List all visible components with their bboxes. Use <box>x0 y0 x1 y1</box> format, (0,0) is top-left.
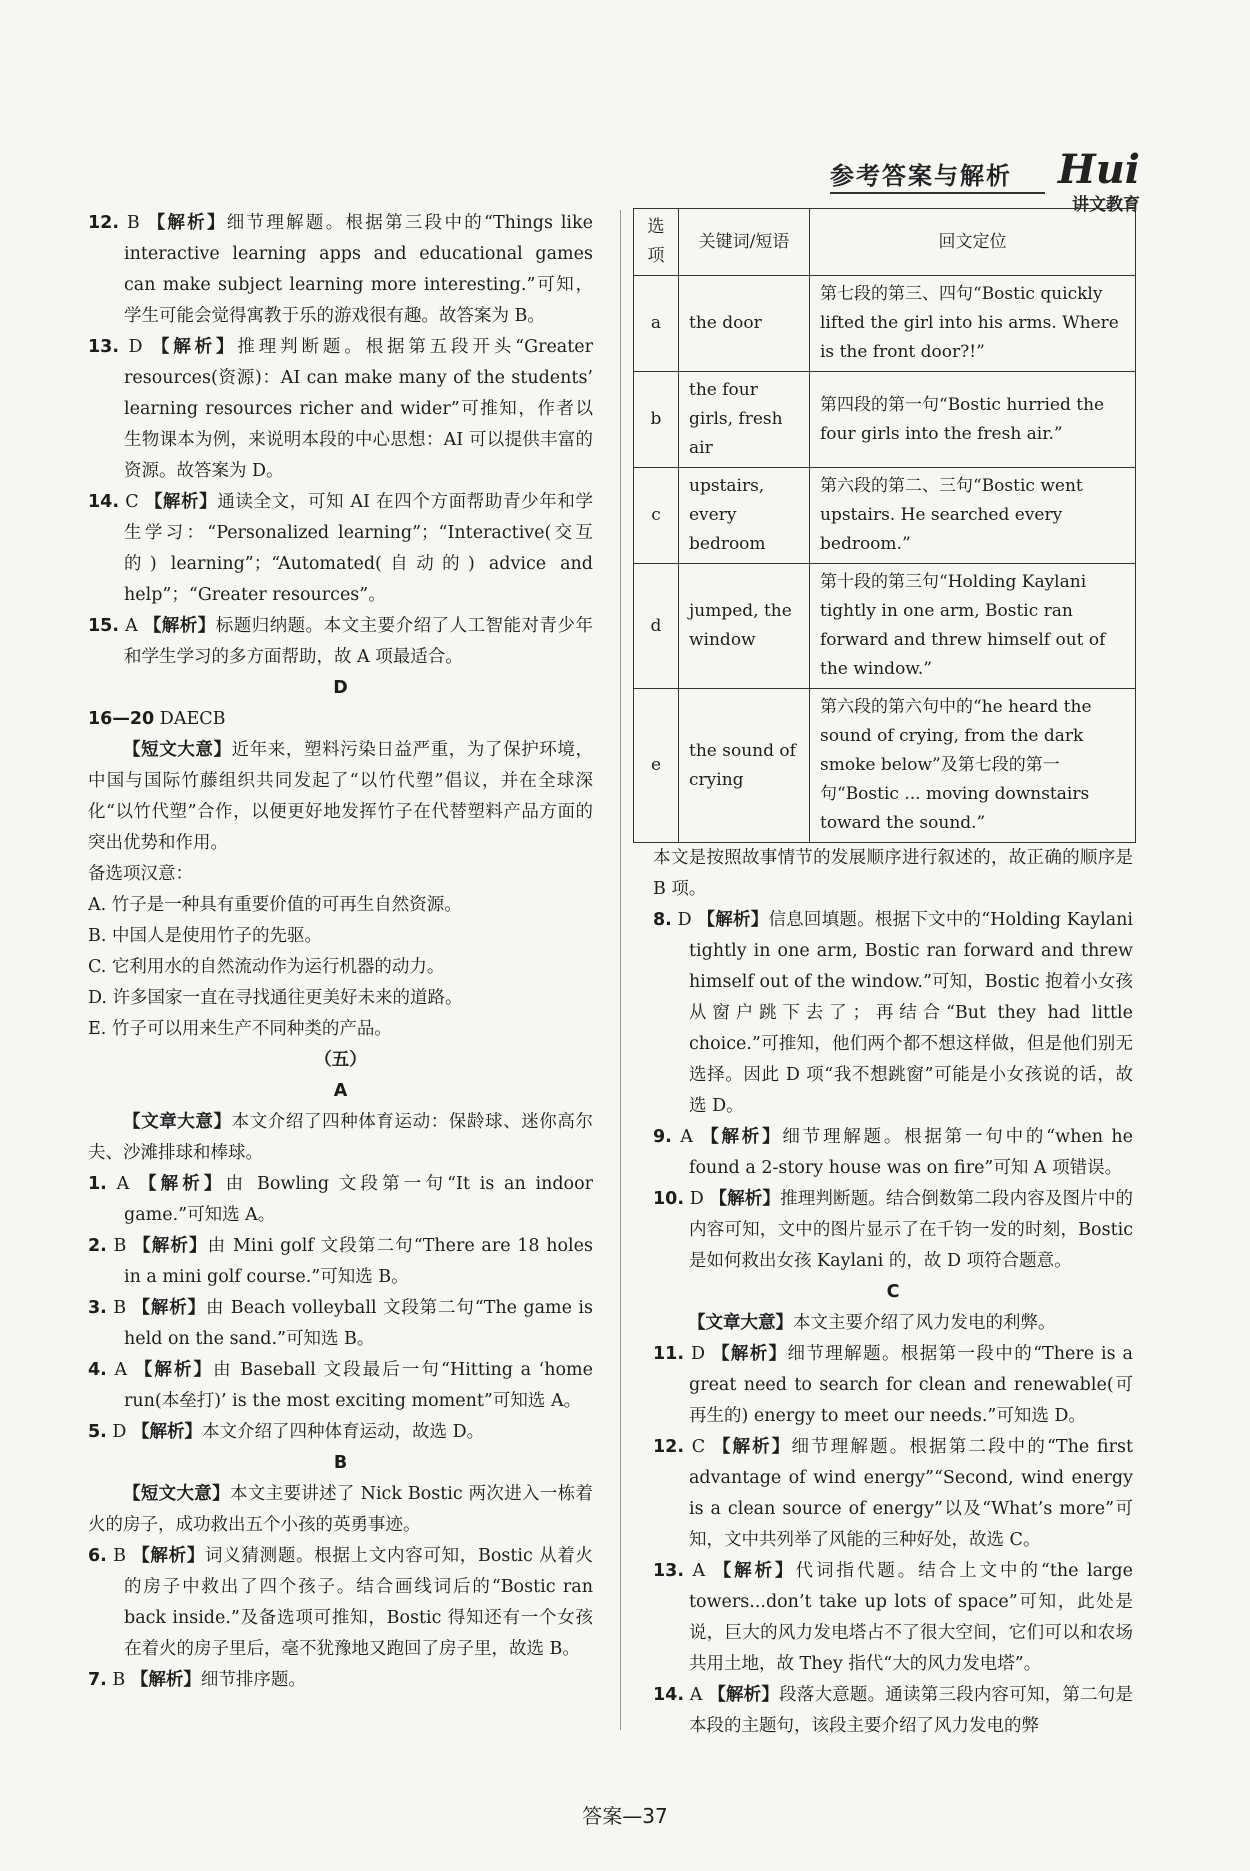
answer-14: 14. C 【解析】通读全文，可知 AI 在四个方面帮助青少年和学生学习：“Personalized learning”；“Interactive(交互的) learning”；“Automated(自动的) advice and help”；“Greater resources”。 <box>88 492 593 605</box>
answer-9: 9. A 【解析】细节理解题。根据第一句中的“when he found a 2-story house was on fire”可知 A 项错误。 <box>653 1127 1133 1178</box>
table-cell-option: d <box>634 564 679 689</box>
answer-5: 5. D 【解析】本文介绍了四种体育运动，故选 D。 <box>88 1422 485 1442</box>
table-cell-keyword: the sound of crying <box>679 689 810 843</box>
summary-a: 【文章大意】本文介绍了四种体育运动：保龄球、迷你高尔夫、沙滩排球和棒球。 <box>88 1112 594 1163</box>
section-a-heading: A <box>333 1081 348 1101</box>
answer-8: 8. D 【解析】信息回填题。根据下文中的“Holding Kaylani tightly in one arm, Bostic ran forward and threw himself out of the window.”可知，Bostic 抱着小女孩从窗户跳下去了；再结合“But they had little choice.”可推知，他们两个都不想这样做，但是他们别无选择。因此 D 项“我不想跳窗”可能是小女孩说的话，故选 D。 <box>653 910 1133 1116</box>
brand-name: 讲文教育 <box>1072 195 1140 215</box>
page-header <box>830 146 1140 215</box>
table-cell-location: 第六段的第六句中的“he heard the sound of crying, from the dark smoke below”及第七段的第一句“Bostic ... moving downstairs toward the sound.” <box>810 689 1136 843</box>
answer-3: 3. B 【解析】由 Beach volleyball 文段第二句“The game is held on the sand.”可知选 B。 <box>88 1298 593 1349</box>
header-title: 参考答案与解析 <box>830 162 1012 190</box>
table-cell-keyword: the four girls, fresh air <box>679 372 810 468</box>
table-cell-location: 第四段的第一句“Bostic hurried the four girls into the fresh air.” <box>810 372 1136 468</box>
section-d-heading: D <box>333 678 348 698</box>
option-c: C. 它利用水的自然流动作为运行机器的动力。 <box>88 957 445 977</box>
table-cell-location: 第六段的第二、三句“Bostic went upstairs. He searched every bedroom.” <box>810 468 1136 564</box>
table-header-row <box>634 209 1136 276</box>
answer-15: 15. A 【解析】标题归纳题。本文主要介绍了人工智能对青少年和学生学习的多方面帮助，故 A 项最适合。 <box>88 616 593 667</box>
locate-table <box>633 208 1136 843</box>
option-b: B. 中国人是使用竹子的先驱。 <box>88 926 322 946</box>
table-cell-option: c <box>634 468 679 564</box>
answer-c13: 13. A 【解析】代词指代题。结合上文中的“the large towers...don’t take up lots of space”可知，此处是说，巨大的风力发电塔占不了很大空间，它们可以和农场共用土地，故 They 指代“大的风力发电塔”。 <box>653 1561 1133 1674</box>
answer-10: 10. D 【解析】推理判断题。结合倒数第二段内容及图片中的内容可知，文中的图片显示了在千钧一发的时刻，Bostic 是如何救出女孩 Kaylani 的，故 D 项符合题意。 <box>653 1189 1133 1271</box>
summary-c: 【文章大意】本文主要介绍了风力发电的利弊。 <box>688 1313 1056 1333</box>
header-rule <box>830 192 1045 194</box>
answer-6: 6. B 【解析】词义猜测题。根据上文内容可知，Bostic 从着火的房子中救出了四个孩子。结合画线词后的“Bostic ran back inside.”及备选项可推知，Bostic 得知还有一个女孩在着火的房子里后，毫不犹豫地又跑回了房子里，故选 B。 <box>88 1546 593 1659</box>
answer-4: 4. A 【解析】由 Baseball 文段最后一句“Hitting a ‘home run(本垒打)’ is the most exciting moment”可知选 A。 <box>88 1360 593 1411</box>
table-row <box>634 468 1136 564</box>
answer-c12: 12. C 【解析】细节理解题。根据第二段中的“The first advantage of wind energy”“Second, wind energy is a clean source of energy”以及“What’s more”可知，文中共列举了风能的三种好处，故选 C。 <box>653 1437 1133 1550</box>
answer-7: 7. B 【解析】细节排序题。 <box>88 1670 306 1690</box>
table-cell-keyword: the door <box>679 276 810 372</box>
table-cell-keyword: upstairs, every bedroom <box>679 468 810 564</box>
summary-b: 【短文大意】本文主要讲述了 Nick Bostic 两次进入一栋着火的房子，成功救出五个小孩的英勇事迹。 <box>88 1484 594 1535</box>
answer-c11: 11. D 【解析】细节理解题。根据第一段中的“There is a great need to search for clean and renewable(可再生的) energy to meet our needs.”可知选 D。 <box>653 1344 1133 1426</box>
answer-2: 2. B 【解析】由 Mini golf 文段第二句“There are 18 holes in a mini golf course.”可知选 B。 <box>88 1236 593 1287</box>
table-cell-option: a <box>634 276 679 372</box>
options-title: 备选项汉意： <box>88 864 193 884</box>
table-cell-location: 第十段的第三句“Holding Kaylani tightly in one arm, Bostic ran forward and threw himself out of the window.” <box>810 564 1136 689</box>
table-row <box>634 276 1136 372</box>
option-d: D. 许多国家一直在寻找通往更美好未来的道路。 <box>88 988 463 1008</box>
table-row <box>634 689 1136 843</box>
section-b-heading: B <box>333 1453 348 1473</box>
option-e: E. 竹子可以用来生产不同种类的产品。 <box>88 1019 392 1039</box>
table-header-cell: 选项 <box>634 209 679 276</box>
table-header-cell: 回文定位 <box>810 209 1136 276</box>
table-cell-location: 第七段的第三、四句“Bostic quickly lifted the girl into his arms. Where is the front door?!” <box>810 276 1136 372</box>
answer-16-20: 16—20 DAECB <box>88 709 226 729</box>
table-header-cell: 关键词/短语 <box>679 209 810 276</box>
table-row <box>634 372 1136 468</box>
table-cell-option: b <box>634 372 679 468</box>
brand-logo: Hui <box>1057 146 1140 193</box>
page-number: 答案—37 <box>582 1804 668 1828</box>
right-column <box>647 208 1134 1742</box>
table-conclusion: 本文是按照故事情节的发展顺序进行叙述的，故正确的顺序是 B 项。 <box>653 848 1133 899</box>
unit-heading: （五） <box>314 1050 367 1070</box>
table-cell-option: e <box>634 689 679 843</box>
answer-13: 13. D 【解析】推理判断题。根据第五段开头“Greater resources(资源)：AI can make many of the students’ learning resources richer and wider”可推知，作者以生物课本为例，来说明本段的中心思想：AI 可以提供丰富的资源。故答案为 D。 <box>88 337 593 481</box>
column-divider <box>620 210 621 1730</box>
option-a: A. 竹子是一种具有重要价值的可再生自然资源。 <box>88 895 462 915</box>
answer-c14: 14. A 【解析】段落大意题。通读第三段内容可知，第二句是本段的主题句，该段主要介绍了风力发电的弊 <box>653 1685 1134 1736</box>
answer-1: 1. A 【解析】由 Bowling 文段第一句“It is an indoor game.”可知选 A。 <box>88 1174 593 1225</box>
summary-d: 【短文大意】近年来，塑料污染日益严重，为了保护环境，中国与国际竹藤组织共同发起了“以竹代塑”倡议，并在全球深化“以竹代塑”合作，以便更好地发挥竹子在代替塑料产品方面的突出优势和作用。 <box>88 740 594 853</box>
answer-12: 12. B 【解析】细节理解题。根据第三段中的“Things like interactive learning apps and educational games can make subject learning more interesting.”可知，学生可能会觉得寓教于乐的游戏很有趣。故答案为 B。 <box>88 213 593 326</box>
table-cell-keyword: jumped, the window <box>679 564 810 689</box>
left-column <box>88 208 593 1696</box>
table-row <box>634 564 1136 689</box>
section-c-heading: C <box>886 1282 900 1302</box>
